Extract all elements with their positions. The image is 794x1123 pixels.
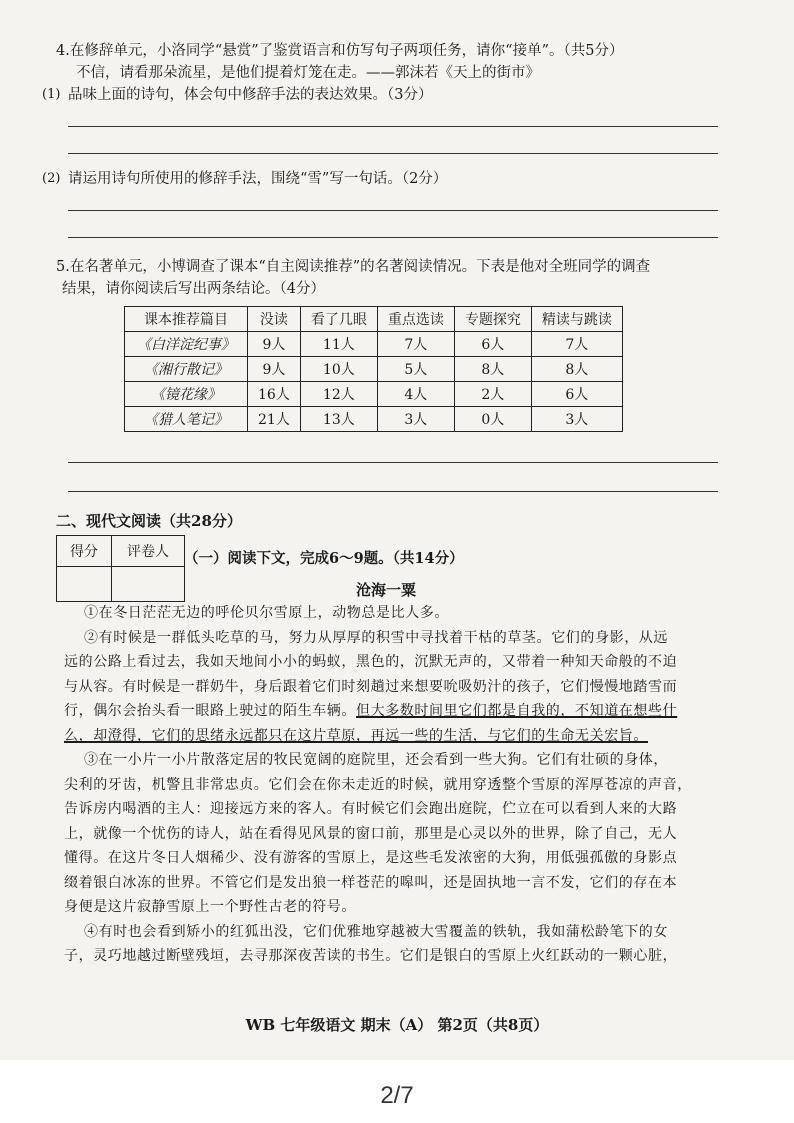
- q4-sub2-number: (2): [42, 171, 61, 186]
- paragraph-4-line: 子，灵巧地越过断壁残垣，去寻那深夜苦读的书生。它们是银白的雪原上火红跃动的一颗心脏，: [64, 948, 678, 964]
- sheet-content: [42, 40, 746, 969]
- page-indicator: 2/7: [380, 1082, 414, 1109]
- table-cell: 0人: [454, 407, 531, 432]
- q4-sub1-number: (1): [42, 87, 61, 102]
- answer-line[interactable]: [68, 210, 718, 211]
- part-one-instruction: （一）阅读下文，完成6～9题。（共14分）: [184, 550, 464, 567]
- table-cell: 8人: [454, 357, 531, 382]
- table-row: [125, 382, 623, 407]
- q4-sub2: [42, 168, 746, 190]
- score-field[interactable]: [57, 567, 112, 602]
- table-header: 重点选读: [377, 307, 454, 332]
- table-cell: 9人: [248, 332, 301, 357]
- table-header: 没读: [248, 307, 301, 332]
- table-cell: 8人: [531, 357, 622, 382]
- q4-poem: 不信，请看那朵流星，是他们提着灯笼在走。——郭沫若《天上的街市》: [76, 65, 540, 81]
- table-cell: 4人: [377, 382, 454, 407]
- paragraph-3-line: ③在一小片一小片散落定居的牧民宽阔的庭院里，还会看到一些大狗。它们有壮硕的身体，: [84, 752, 668, 768]
- underlined-sentence: 但大多数时间里它们都是自我的，不知道在想些什: [356, 703, 678, 719]
- table-cell: 21人: [248, 407, 301, 432]
- q4-sub1: [42, 84, 746, 106]
- paragraph-3-line: 懂得。在这片冬日人烟稀少、没有游客的雪原上，是这些毛发浓密的大狗，用低强孤傲的身影点: [64, 850, 678, 866]
- section-title: 二、现代文阅读（共28分）: [56, 512, 242, 530]
- answer-line[interactable]: [68, 491, 718, 492]
- passage-title: 沧海一粟: [356, 581, 417, 599]
- paragraph-2-line: 远的公路上看过去，我如天地间小小的蚂蚁，黑色的，沉默无声的，又带着一种知天命般的不迫: [64, 654, 678, 670]
- table-cell: 6人: [531, 382, 622, 407]
- page-footer: WB 七年级语文 期末（A） 第2页（共8页）: [245, 1016, 549, 1034]
- reading-survey-table: [124, 306, 623, 432]
- answer-line[interactable]: [68, 462, 718, 463]
- q4-sub1-text: 品味上面的诗句，体会句中修辞手法的表达效果。（3分）: [68, 87, 433, 103]
- table-header: 专题探究: [454, 307, 531, 332]
- table-cell: 9人: [248, 357, 301, 382]
- table-header-row: [125, 307, 623, 332]
- passage-body: [64, 601, 746, 969]
- table-row: [125, 407, 623, 432]
- grader-label: 评卷人: [112, 536, 185, 567]
- q4-title: 4.在修辞单元，小洛同学“悬赏”了鉴赏语言和仿写句子两项任务，请你“接单”。（共5分）: [56, 43, 624, 59]
- table-cell: 《湘行散记》: [125, 357, 248, 382]
- table-cell: 3人: [531, 407, 622, 432]
- q4-sub2-text: 请运用诗句所使用的修辞手法，围绕“雪”写一句话。（2分）: [68, 171, 448, 187]
- paragraph-2-line: ②有时候是一群低头吃草的马，努力从厚厚的积雪中寻找着干枯的草茎。它们的身影，从远: [84, 629, 668, 646]
- underlined-sentence: 么，却澄得，它们的思绪永远都只在这片草原，再远一些的生活，与它们的生命无关宏旨。: [64, 727, 648, 744]
- paragraph-3-line: 上，就像一个忧伤的诗人，站在看得见风景的窗口前，那里是心灵以外的世界，除了自己，无人: [64, 825, 678, 842]
- section-header-block: [56, 531, 746, 599]
- table-cell: 11人: [300, 332, 377, 357]
- grader-field[interactable]: [112, 567, 185, 602]
- table-header: 课本推荐篇目: [125, 307, 248, 332]
- table-cell: 2人: [454, 382, 531, 407]
- table-cell: 12人: [300, 382, 377, 407]
- score-box: [56, 535, 185, 602]
- paragraph-2-line: [64, 699, 746, 724]
- paragraph-3-line: 告诉房内喝酒的主人：迎接远方来的客人。有时候它们会跑出庭院，伫立在可以看到人来的大路: [64, 801, 678, 817]
- table-cell: 7人: [377, 332, 454, 357]
- table-header: 看了几眼: [300, 307, 377, 332]
- table-cell: 13人: [300, 407, 377, 432]
- table-cell: 《镜花缘》: [125, 382, 248, 407]
- paragraph-3-line: 身便是这片寂静雪原上一个野性古老的符号。: [64, 899, 356, 915]
- q5-line2: 结果，请你阅读后写出两条结论。（4分）: [62, 281, 325, 297]
- table-cell: 3人: [377, 407, 454, 432]
- table-header: 精读与跳读: [531, 307, 622, 332]
- answer-line[interactable]: [68, 153, 718, 154]
- table-row: [125, 357, 623, 382]
- answer-line[interactable]: [68, 126, 718, 127]
- q5-line1: 5.在名著单元，小博调查了课本“自主阅读推荐”的名著阅读情况。下表是他对全班同学的调查: [56, 259, 651, 275]
- table-cell: 《猎人笔记》: [125, 407, 248, 432]
- paragraph-1: ①在冬日茫茫无边的呼伦贝尔雪原上，动物总是比人多。: [84, 605, 449, 621]
- paragraph-2-text: 行，偶尔会抬头看一眼路上驶过的陌生车辆。: [64, 703, 356, 719]
- table-cell: 6人: [454, 332, 531, 357]
- table-cell: 《白洋淀纪事》: [125, 332, 248, 357]
- table-cell: 10人: [300, 357, 377, 382]
- score-label: 得分: [57, 536, 112, 567]
- paragraph-4-line: ④有时也会看到矫小的红狐出没，它们优雅地穿越被大雪覆盖的铁轨，我如蒲松龄笔下的女: [84, 923, 668, 940]
- answer-line[interactable]: [68, 237, 718, 238]
- paragraph-2-line: 与从容。有时候是一群奶牛，身后跟着它们时刻趟过来想要吮吸奶汁的孩子，它们慢慢地踏雪而: [64, 678, 678, 695]
- table-cell: 7人: [531, 332, 622, 357]
- paragraph-3-line: 尖利的牙齿，机警且非常忠贞。它们会在你未走近的时候，就用穿透整个雪原的浑厚苍凉的声音，: [64, 776, 692, 793]
- table-cell: 16人: [248, 382, 301, 407]
- table-cell: 5人: [377, 357, 454, 382]
- paragraph-3-line: 缀着银白冰冻的世界。不管它们是发出狼一样苍茫的嗥叫，还是固执地一言不发，它们的存在本: [64, 874, 678, 891]
- table-row: [125, 332, 623, 357]
